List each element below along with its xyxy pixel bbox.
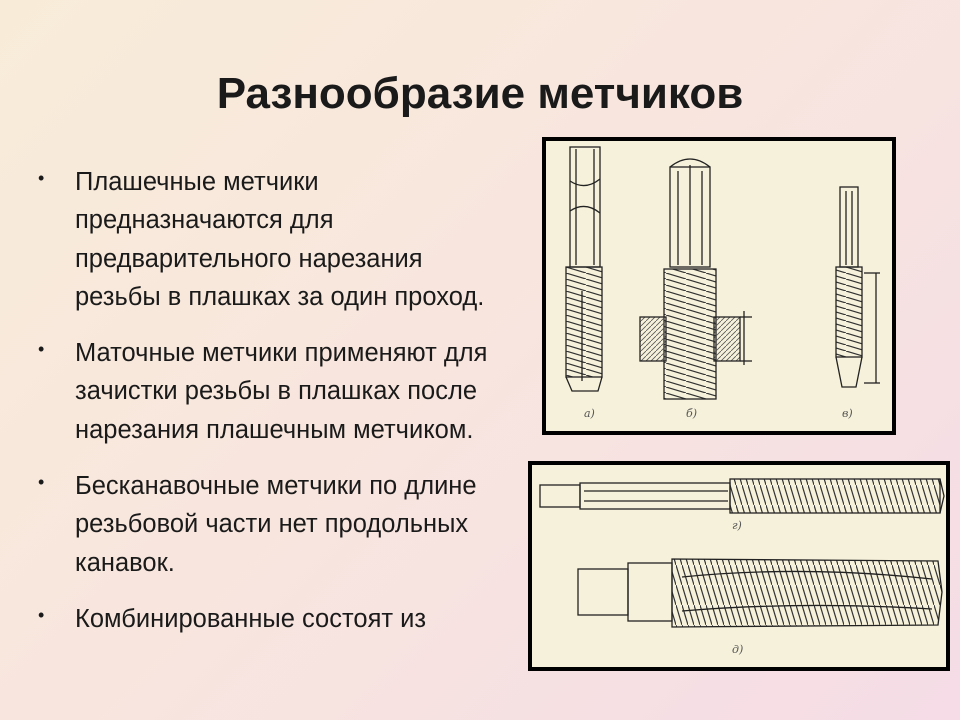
bullet-marker: • (38, 604, 45, 625)
bullet-item (38, 467, 508, 582)
taps-drawing-bottom (532, 465, 946, 667)
taps-illustration-top (542, 137, 896, 435)
bullet-item (38, 163, 508, 316)
bullet-marker: • (38, 168, 45, 188)
bullet-item (38, 600, 508, 638)
bullet-text: Комбинированные состоят из (75, 604, 427, 633)
taps-illustration-bottom (528, 461, 950, 671)
figure-label: а) (584, 407, 595, 420)
tap-b-drawing (640, 159, 752, 399)
figure-label: г) (732, 519, 742, 532)
bullet-text: Маточные метчики применяют для зачистки резьбы в плашках после нарезания плашечным метчиком. (75, 339, 488, 444)
tap-a-drawing (566, 147, 602, 391)
figure-label: д) (732, 643, 744, 656)
taps-drawing-top (546, 141, 892, 431)
figure-label: в) (842, 407, 853, 420)
bullet-marker: • (38, 339, 45, 360)
tap-d-drawing (578, 559, 942, 627)
bullet-text: Плашечные метчики предназначаются для предварительного нарезания резьбы в плашках за один проход. (75, 168, 485, 311)
bullet-item (38, 334, 508, 449)
slide-title: Разнообразие метчиков (216, 69, 744, 118)
bullet-text: Бесканавочные метчики по длине резьбовой части нет продольных канавок. (75, 472, 477, 577)
bullet-marker: • (38, 472, 45, 493)
tap-v-drawing (836, 187, 880, 387)
bullet-list (38, 163, 508, 656)
figure-label: б) (686, 407, 698, 420)
tap-g-drawing (540, 479, 944, 513)
